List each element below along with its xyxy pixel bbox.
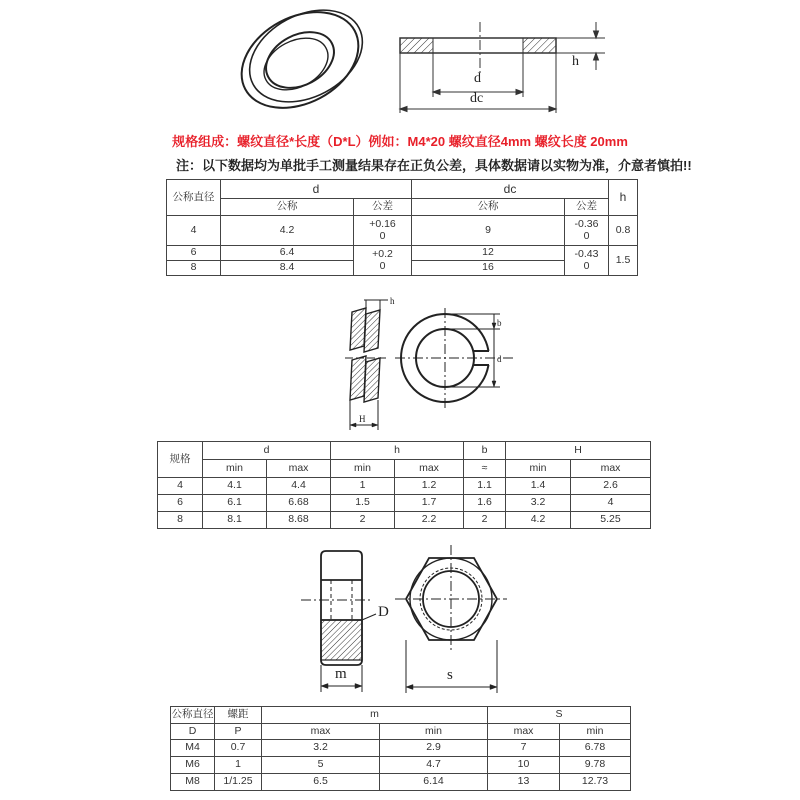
t2-sub-header: min bbox=[331, 460, 395, 478]
t2-sub-header: max bbox=[395, 460, 464, 478]
table-cell: 4 bbox=[167, 216, 221, 246]
table-cell: 12.73 bbox=[560, 774, 631, 791]
table-cell: 3.2 bbox=[262, 740, 380, 757]
tolerance-lower: 0 bbox=[583, 259, 590, 272]
table-cell: M8 bbox=[171, 774, 215, 791]
t2-header-h: h bbox=[331, 442, 464, 460]
hex-nut-label-s: s bbox=[447, 667, 453, 683]
table-cell: 1/1.25 bbox=[215, 774, 262, 791]
t3-sub-header: P bbox=[215, 724, 262, 740]
table-cell: 12 bbox=[412, 246, 565, 261]
t2-header-spec: 规格 bbox=[158, 442, 203, 478]
flat-washer-label-dc: dc bbox=[470, 91, 484, 106]
t2-header-d: d bbox=[203, 442, 331, 460]
tolerance-lower: 0 bbox=[583, 229, 590, 242]
t2-sub-header: min bbox=[506, 460, 571, 478]
table-cell: 16 bbox=[412, 261, 565, 276]
table-cell: 2.6 bbox=[571, 478, 651, 495]
table-cell: 1.4 bbox=[506, 478, 571, 495]
table-cell: 1.5 bbox=[609, 246, 638, 276]
table-cell: 5 bbox=[262, 757, 380, 774]
t3-sub-header: max bbox=[262, 724, 380, 740]
table-cell: 0.8 bbox=[609, 216, 638, 246]
t3-header-nominal: 公称直径 bbox=[171, 707, 215, 724]
table-cell: 4.2 bbox=[221, 216, 354, 246]
table-cell: 6.1 bbox=[203, 495, 267, 512]
t2-header-b: b bbox=[464, 442, 506, 460]
flat-washer-label-d: d bbox=[474, 71, 481, 86]
table-cell: 1.7 bbox=[395, 495, 464, 512]
table-cell: 6.14 bbox=[380, 774, 488, 791]
t2-sub-header: max bbox=[571, 460, 651, 478]
table-cell: 13 bbox=[488, 774, 560, 791]
t1-header-d-tolerance: 公差 bbox=[354, 199, 412, 216]
table-cell: 1.2 bbox=[395, 478, 464, 495]
table-cell: 8.1 bbox=[203, 512, 267, 529]
table-cell: 2.9 bbox=[380, 740, 488, 757]
tolerance-upper: -0.43 bbox=[574, 248, 599, 261]
table-cell: 4.2 bbox=[506, 512, 571, 529]
table-cell: 10 bbox=[488, 757, 560, 774]
spring-washer-label-H: H bbox=[359, 414, 366, 424]
spec-format-line: 规格组成：螺纹直径*长度（D*L）例如：M4*20 螺纹直径4mm 螺纹长度 20mm bbox=[172, 134, 628, 149]
disclaimer-note: 注：以下数据均为单批手工测量结果存在正负公差，具体数据请以实物为准，介意者慎拍!! bbox=[176, 158, 692, 173]
t1-header-d: d bbox=[221, 180, 412, 199]
t3-sub-header: max bbox=[488, 724, 560, 740]
table-cell: 6.78 bbox=[560, 740, 631, 757]
table-cell: 4.7 bbox=[380, 757, 488, 774]
table-cell: M4 bbox=[171, 740, 215, 757]
t3-header-m: m bbox=[262, 707, 488, 724]
table-cell: 6.5 bbox=[262, 774, 380, 791]
t3-sub-header: D bbox=[171, 724, 215, 740]
t2-sub-header: min bbox=[203, 460, 267, 478]
t3-header-s: S bbox=[488, 707, 631, 724]
tolerance-upper: -0.36 bbox=[574, 218, 599, 231]
table-cell: 8 bbox=[158, 512, 203, 529]
table-cell: 4.1 bbox=[203, 478, 267, 495]
table-cell: 1.5 bbox=[331, 495, 395, 512]
table-cell: 8.4 bbox=[221, 261, 354, 276]
table-cell: 6.4 bbox=[221, 246, 354, 261]
t3-sub-header: min bbox=[380, 724, 488, 740]
table-cell: 4 bbox=[571, 495, 651, 512]
table-cell: 8 bbox=[167, 261, 221, 276]
table-cell: 7 bbox=[488, 740, 560, 757]
t3-header-pitch: 螺距 bbox=[215, 707, 262, 724]
hex-nut-label-D: D bbox=[378, 604, 389, 620]
table-cell: 2 bbox=[464, 512, 506, 529]
table-cell: 6 bbox=[167, 246, 221, 261]
table-cell: 3.2 bbox=[506, 495, 571, 512]
table-cell: 6.68 bbox=[267, 495, 331, 512]
spring-washer-label-d: d bbox=[497, 354, 502, 364]
t3-sub-header: min bbox=[560, 724, 631, 740]
t2-header-H: H bbox=[506, 442, 651, 460]
table-cell: 2.2 bbox=[395, 512, 464, 529]
table-cell: 6 bbox=[158, 495, 203, 512]
table-cell: 5.25 bbox=[571, 512, 651, 529]
tolerance-upper: +0.2 bbox=[372, 248, 393, 261]
table-cell: 1.1 bbox=[464, 478, 506, 495]
hex-nut-table bbox=[170, 706, 631, 791]
table-cell: 8.68 bbox=[267, 512, 331, 529]
t1-header-dc-tolerance: 公差 bbox=[565, 199, 609, 216]
table-cell: 1 bbox=[331, 478, 395, 495]
table-cell: 4 bbox=[158, 478, 203, 495]
tolerance-upper: +0.16 bbox=[369, 218, 396, 231]
t1-header-h: h bbox=[609, 180, 638, 216]
t1-header-d-nominal: 公称 bbox=[221, 199, 354, 216]
t1-header-nominal: 公称直径 bbox=[167, 180, 221, 216]
table-cell: 2 bbox=[331, 512, 395, 529]
table-cell: 1.6 bbox=[464, 495, 506, 512]
table-cell: M6 bbox=[171, 757, 215, 774]
t2-sub-header: ≈ bbox=[464, 460, 506, 478]
tolerance-lower: 0 bbox=[379, 259, 386, 272]
t1-header-dc: dc bbox=[412, 180, 609, 199]
flat-washer-label-h: h bbox=[572, 54, 579, 69]
table-cell: 0.7 bbox=[215, 740, 262, 757]
table-cell: 9 bbox=[412, 216, 565, 246]
t2-sub-header: max bbox=[267, 460, 331, 478]
hex-nut-label-m: m bbox=[335, 666, 347, 682]
spring-washer-label-h: h bbox=[390, 296, 395, 306]
tolerance-lower: 0 bbox=[379, 229, 386, 242]
table-cell: 9.78 bbox=[560, 757, 631, 774]
table-cell: 1 bbox=[215, 757, 262, 774]
t1-header-dc-nominal: 公称 bbox=[412, 199, 565, 216]
spring-washer-label-b: b bbox=[497, 318, 502, 328]
table-cell: 4.4 bbox=[267, 478, 331, 495]
